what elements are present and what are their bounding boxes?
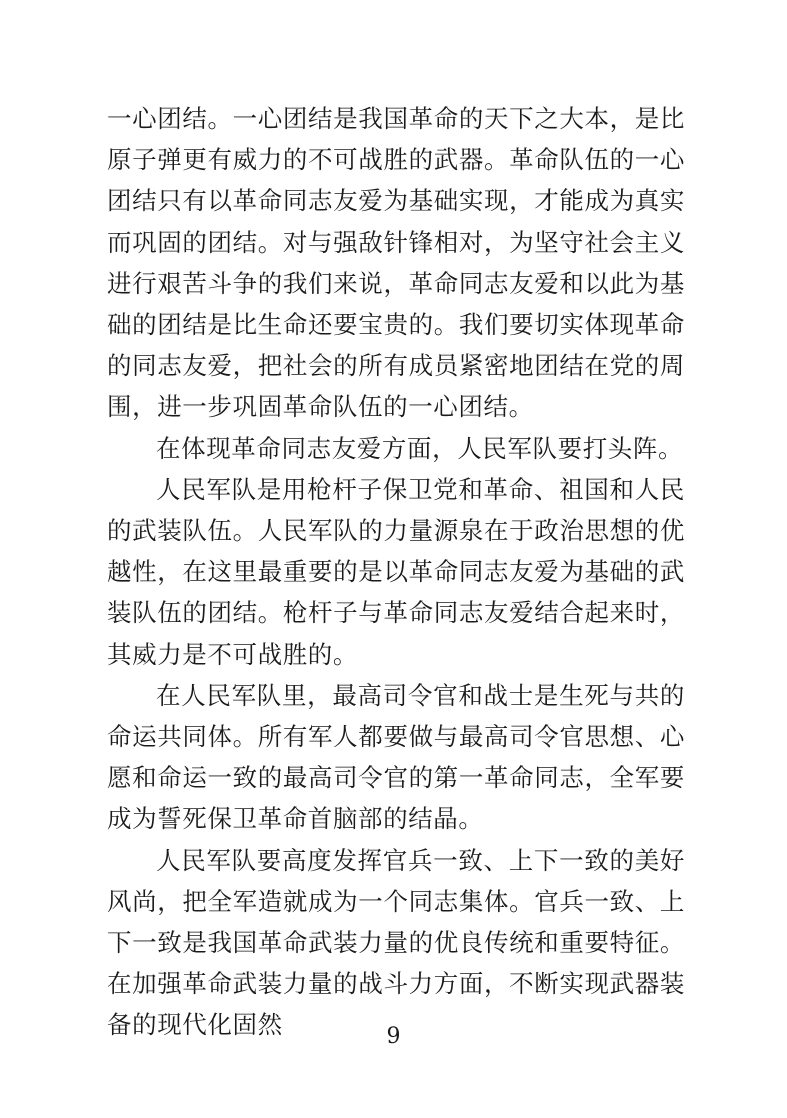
page-number: 9 bbox=[386, 1024, 401, 1049]
body-text bbox=[107, 98, 685, 1046]
paragraph-2: 在体现革命同志友爱方面，人民军队要打头阵。 bbox=[156, 433, 684, 463]
paragraph-4: 在人民军队里，最高司令官和战士是生死与共的命运共同体。所有军人都要做与最高司令官思想、心愿和命运一致的最高司令官的第一革命同志，全军要成为誓死保卫革命首脑部的结晶。 bbox=[107, 680, 685, 834]
paragraph-5: 人民军队要高度发挥官兵一致、上下一致的美好风尚，把全军造就成为一个同志集体。官兵一致、上下一致是我国革命武装力量的优良传统和重要特征。在加强革命武装力量的战斗力方面，不断实现武器装备的现代化固然 bbox=[107, 845, 685, 1040]
paragraph-3: 人民军队是用枪杆子保卫党和革命、祖国和人民的武装队伍。人民军队的力量源泉在于政治思想的优越性，在这里最重要的是以革命同志友爱为基础的武装队伍的团结。枪杆子与革命同志友爱结合起来时，其威力是不可战胜的。 bbox=[107, 474, 685, 669]
paragraph-1: 一心团结。一心团结是我国革命的天下之大本，是比原子弹更有威力的不可战胜的武器。革命队伍的一心团结只有以革命同志友爱为基础实现，才能成为真实而巩固的团结。对与强敌针锋相对，为坚守社会主义进行艰苦斗争的我们来说，革命同志友爱和以此为基础的团结是比生命还要宝贵的。我们要切实体现革命的同志友爱，把社会的所有成员紧密地团结在党的周围，进一步巩固革命队伍的一心团结。 bbox=[107, 104, 685, 422]
